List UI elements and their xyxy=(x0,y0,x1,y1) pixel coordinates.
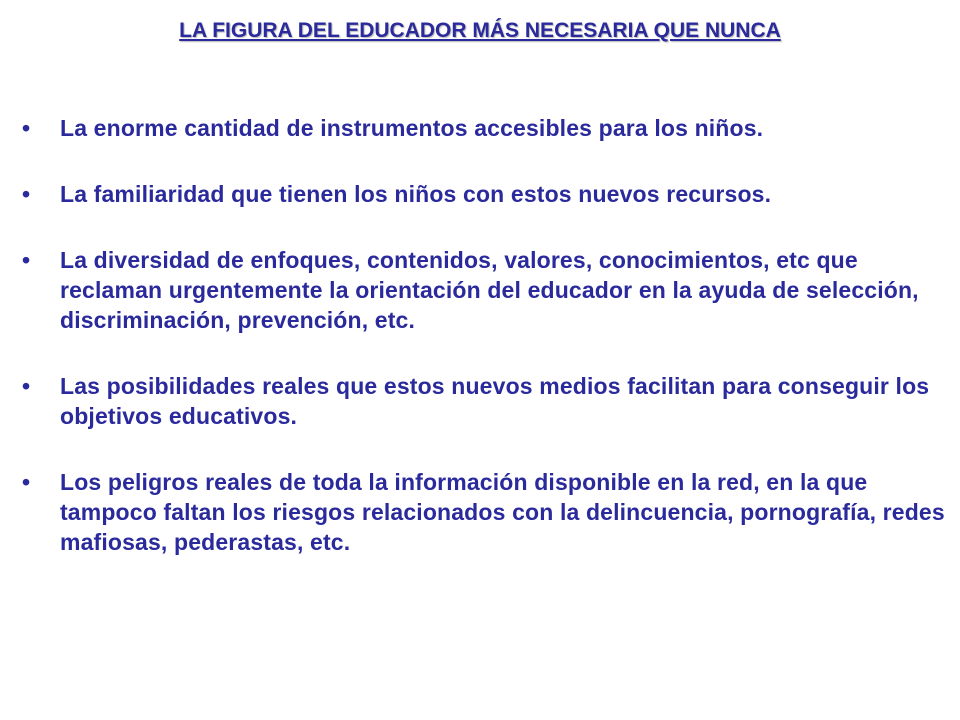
bullet-item-possibilities xyxy=(22,371,952,431)
bullet-icon: • xyxy=(22,181,31,207)
bullet-text: La familiaridad que tienen los niños con estos nuevos recursos. xyxy=(60,181,772,207)
bullet-text: Los peligros reales de toda la información disponible en la red, en la que tampoco faltan los riesgos relacionados con la delincuencia, pornografía, redes mafiosas, pederastas, etc. xyxy=(60,469,945,555)
bullet-item-instruments xyxy=(22,113,952,143)
bullet-icon: • xyxy=(22,115,31,141)
bullet-text: La enorme cantidad de instrumentos accesibles para los niños. xyxy=(60,115,764,141)
bullet-icon: • xyxy=(22,247,31,273)
bullet-item-familiarity xyxy=(22,179,952,209)
bullet-icon: • xyxy=(22,469,31,495)
bullet-item-diversity xyxy=(22,245,952,335)
bullet-text: La diversidad de enfoques, contenidos, valores, conocimientos, etc que reclaman urgentemente la orientación del educador en la ayuda de selección, discriminación, prevención, etc. xyxy=(60,247,919,333)
bullet-text: Las posibilidades reales que estos nuevos medios facilitan para conseguir los objetivos educativos. xyxy=(60,373,930,429)
bullet-list xyxy=(22,113,952,557)
bullet-item-dangers xyxy=(22,467,952,557)
bullet-icon: • xyxy=(22,373,31,399)
slide-title: LA FIGURA DEL EDUCADOR MÁS NECESARIA QUE NUNCA xyxy=(179,19,781,42)
